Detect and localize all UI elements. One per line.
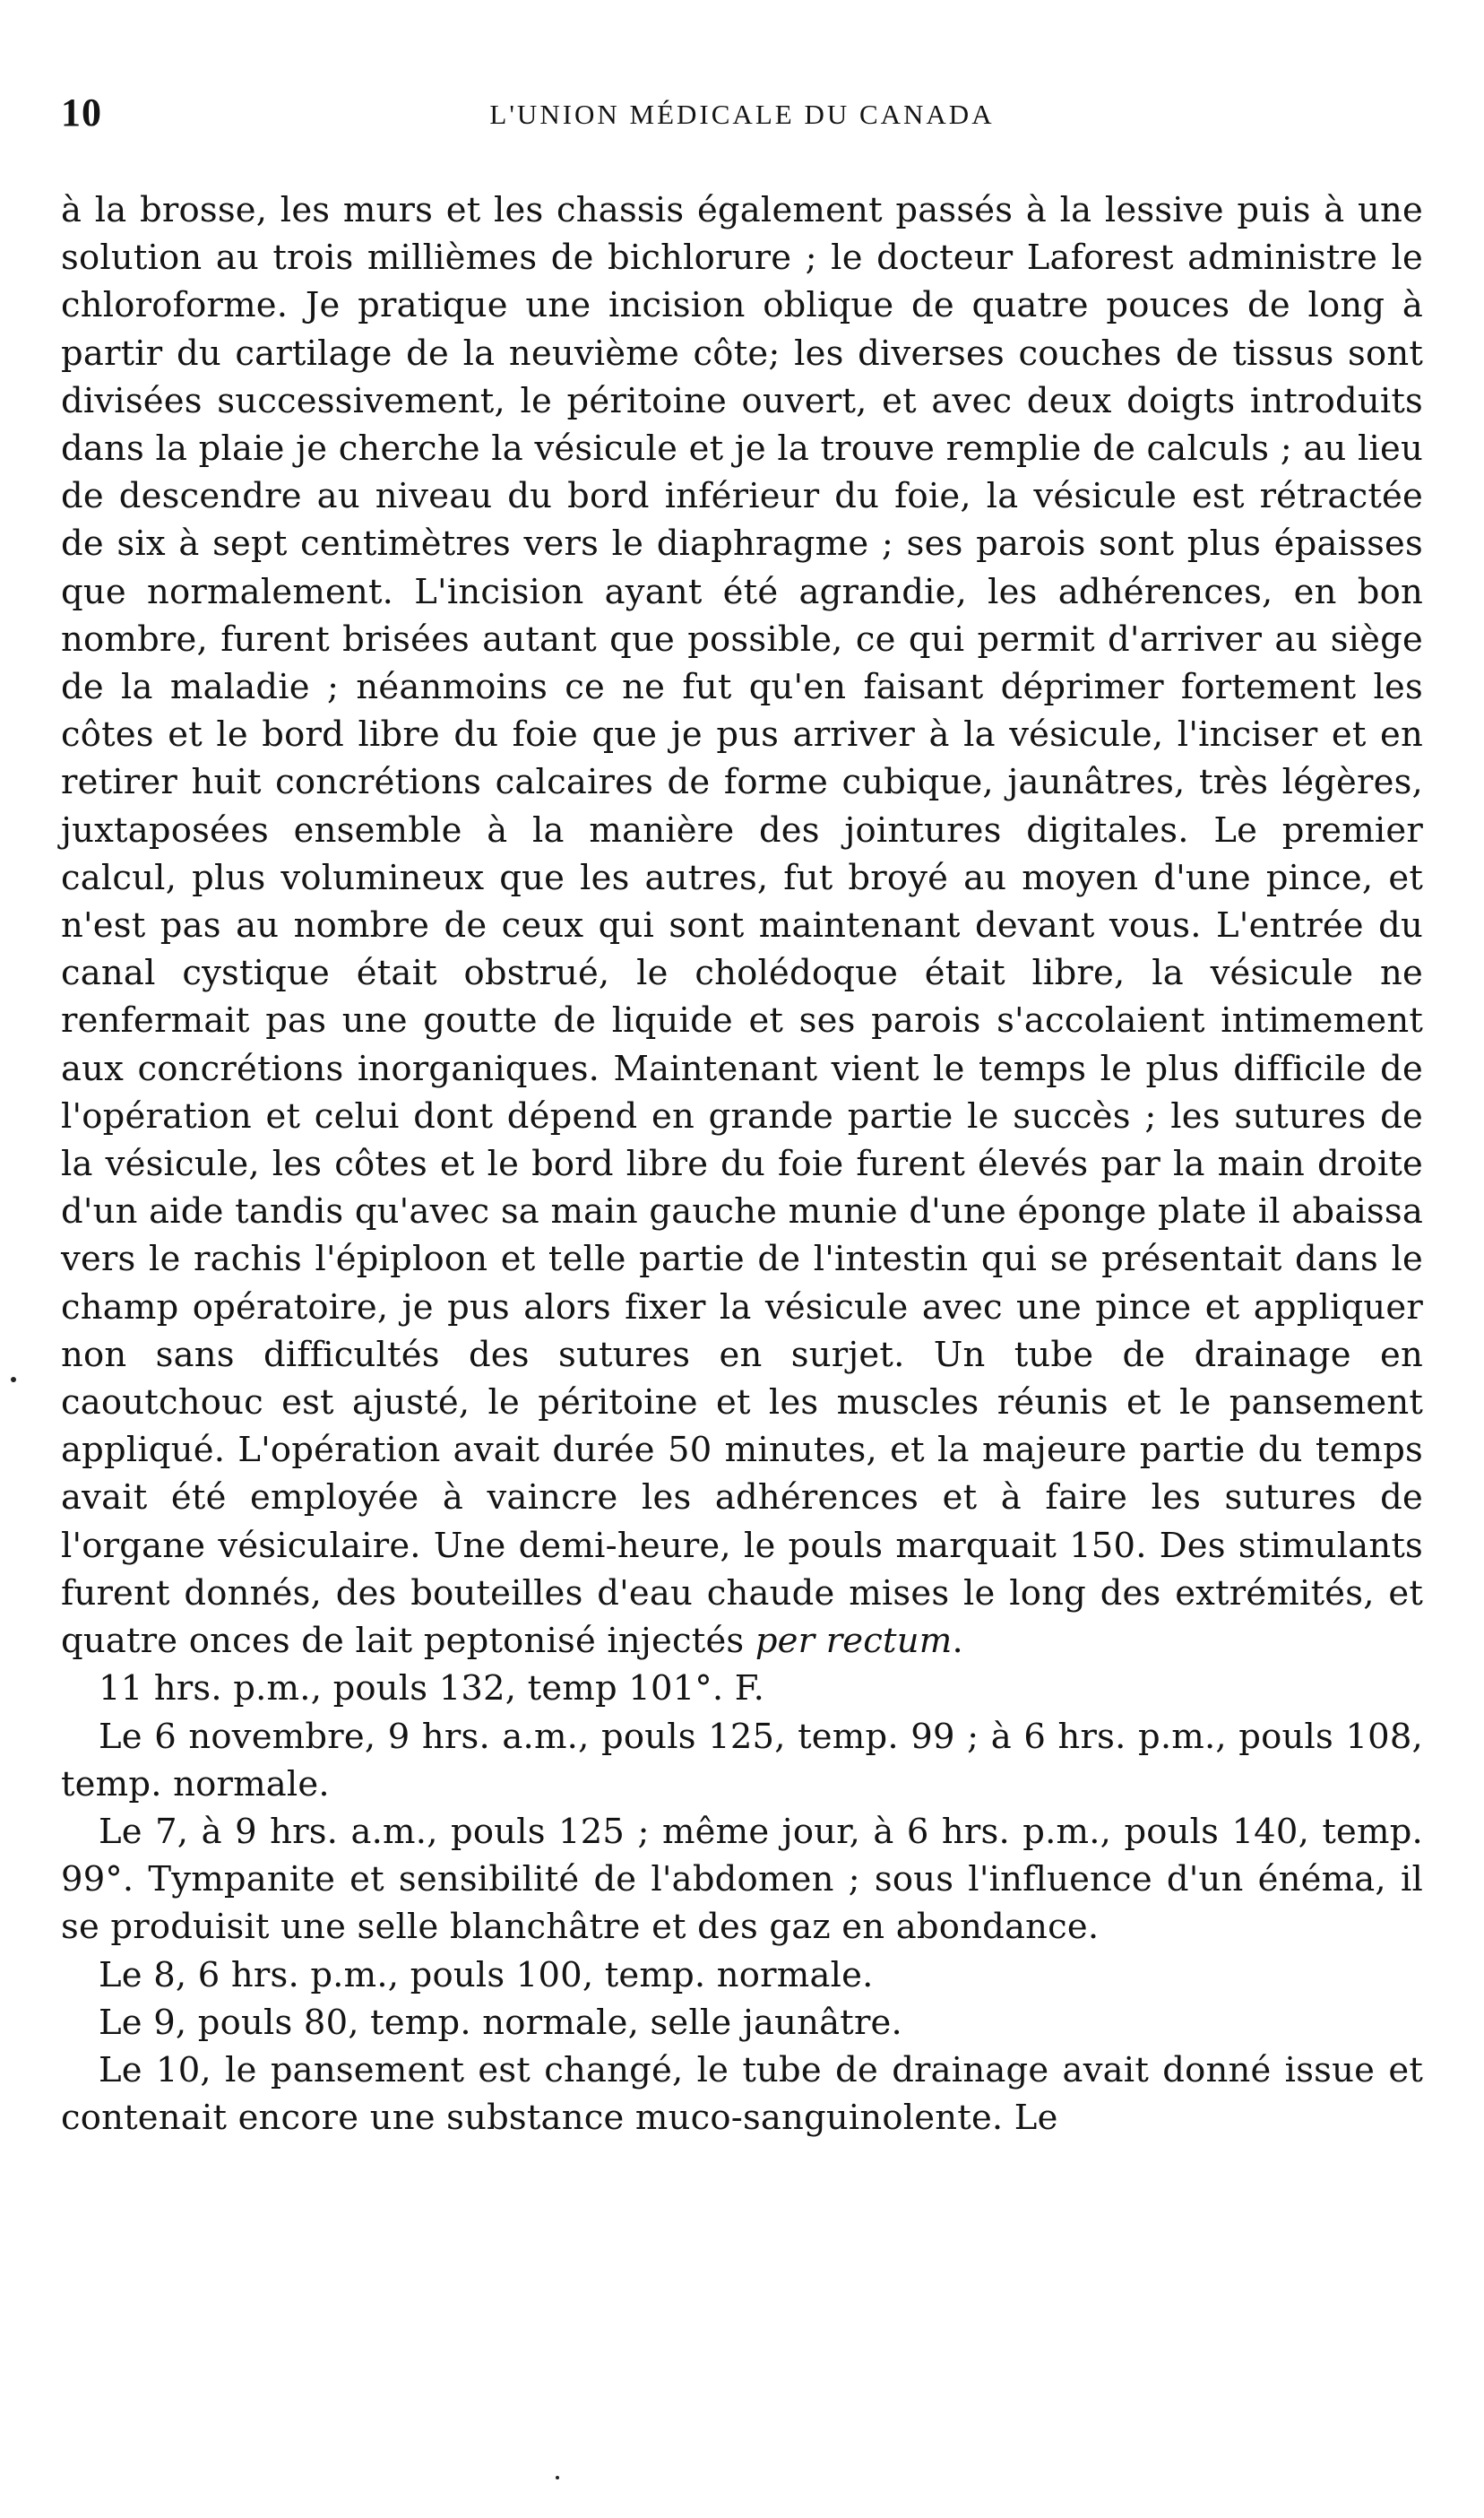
journal-title: L'UNION MÉDICALE DU CANADA [489, 99, 995, 130]
paragraph-operation [61, 186, 1423, 1665]
paragraph-6-novembre: Le 6 novembre, 9 hrs. a.m., pouls 125, temp. 99 ; à 6 hrs. p.m., pouls 108, temp. normale. [61, 1716, 1423, 1804]
article-body [61, 186, 1423, 2142]
paragraph-text: à la brosse, les murs et les chassis également passés à la lessive puis à une solution au trois millièmes de bichlorure ; le docteur Laforest administre le chloroforme. Je pratique une incision oblique de quatre pouces de long à partir du cartilage de la neuvième côte; les diverses couches de tissus sont divisées successivement, le péritoine ouvert, et avec deux doigts introduits dans la plaie je cherche la vésicule et je la trouve remplie de calculs ; au lieu de descendre au niveau du bord inférieur du foie, la vésicule est rétractée de six à sept centimètres vers le diaphragme ; ses parois sont plus épaisses que normalement. L'incision ayant été agrandie, les adhérences, en bon nombre, furent brisées autant que possible, ce qui permit d'arriver au siège de la maladie ; néanmoins ce ne fut qu'en faisant déprimer fortement les côtes et le bord libre du foie que je pus arriver à la vésicule, l'inciser et en retirer huit concrétions calcaires de forme cubique, jaunâtres, très légères, juxtaposées ensemble à la manière des jointures digitales. Le premier calcul, plus volumineux que les autres, fut broyé au moyen d'une pince, et n'est pas au nombre de ceux qui sont maintenant devant vous. L'entrée du canal cystique était obstrué, le cholédoque était libre, la vésicule ne renfermait pas une goutte de liquide et ses parois s'accolaient intimement aux concrétions inorganiques. Maintenant vient le temps le plus difficile de l'opération et celui dont dépend en grande partie le succès ; les sutures de la vésicule, les côtes et le bord libre du foie furent élevés par la main droite d'un aide tandis qu'avec sa main gauche munie d'une éponge plate il abaissa vers le rachis l'épiploon et telle partie de l'intestin qui se présentait dans le champ opératoire, je pus alors fixer la vésicule avec une pince et appliquer non sans difficultés des sutures en surjet. Un tube de drainage en caoutchouc est ajusté, le péritoine et les muscles réunis et le pansement appliqué. L'opération avait durée 50 minutes, et la majeure partie du temps avait été employée à vaincre les adhérences et à faire les sutures de l'organe vésiculaire. Une demi-heure, le pouls marquait 150. Des stimulants furent donnés, des bouteilles d'eau chaude mises le long des extrémités, et quatre onces de lait peptonisé injectés [61, 190, 1423, 1662]
print-speck [11, 1377, 16, 1382]
paragraph-le-7: Le 7, à 9 hrs. a.m., pouls 125 ; même jour, à 6 hrs. p.m., pouls 140, temp. 99°. Tympanite et sensibilité de l'abdomen ; sous l'influence d'un énéma, il se produisit une selle blanchâtre et des gaz en abondance. [61, 1811, 1423, 1948]
paragraph-le-10: Le 10, le pansement est changé, le tube de drainage avait donné issue et contenait encore une substance muco-sanguinolente. Le [61, 2049, 1423, 2139]
page-number: 10 [61, 91, 102, 134]
paragraph-text-end: . [952, 1621, 963, 1662]
paragraph-le-8: Le 8, 6 hrs. p.m., pouls 100, temp. normale. [99, 1954, 874, 1995]
document-page [61, 90, 1423, 2142]
print-speck [556, 2476, 559, 2479]
paragraph-11-hrs: 11 hrs. p.m., pouls 132, temp 101°. F. [99, 1668, 765, 1709]
paragraph-le-9: Le 9, pouls 80, temp. normale, selle jaunâtre. [99, 2002, 902, 2043]
page-header [61, 90, 1423, 152]
emphasis-text: per rectum [755, 1621, 953, 1662]
